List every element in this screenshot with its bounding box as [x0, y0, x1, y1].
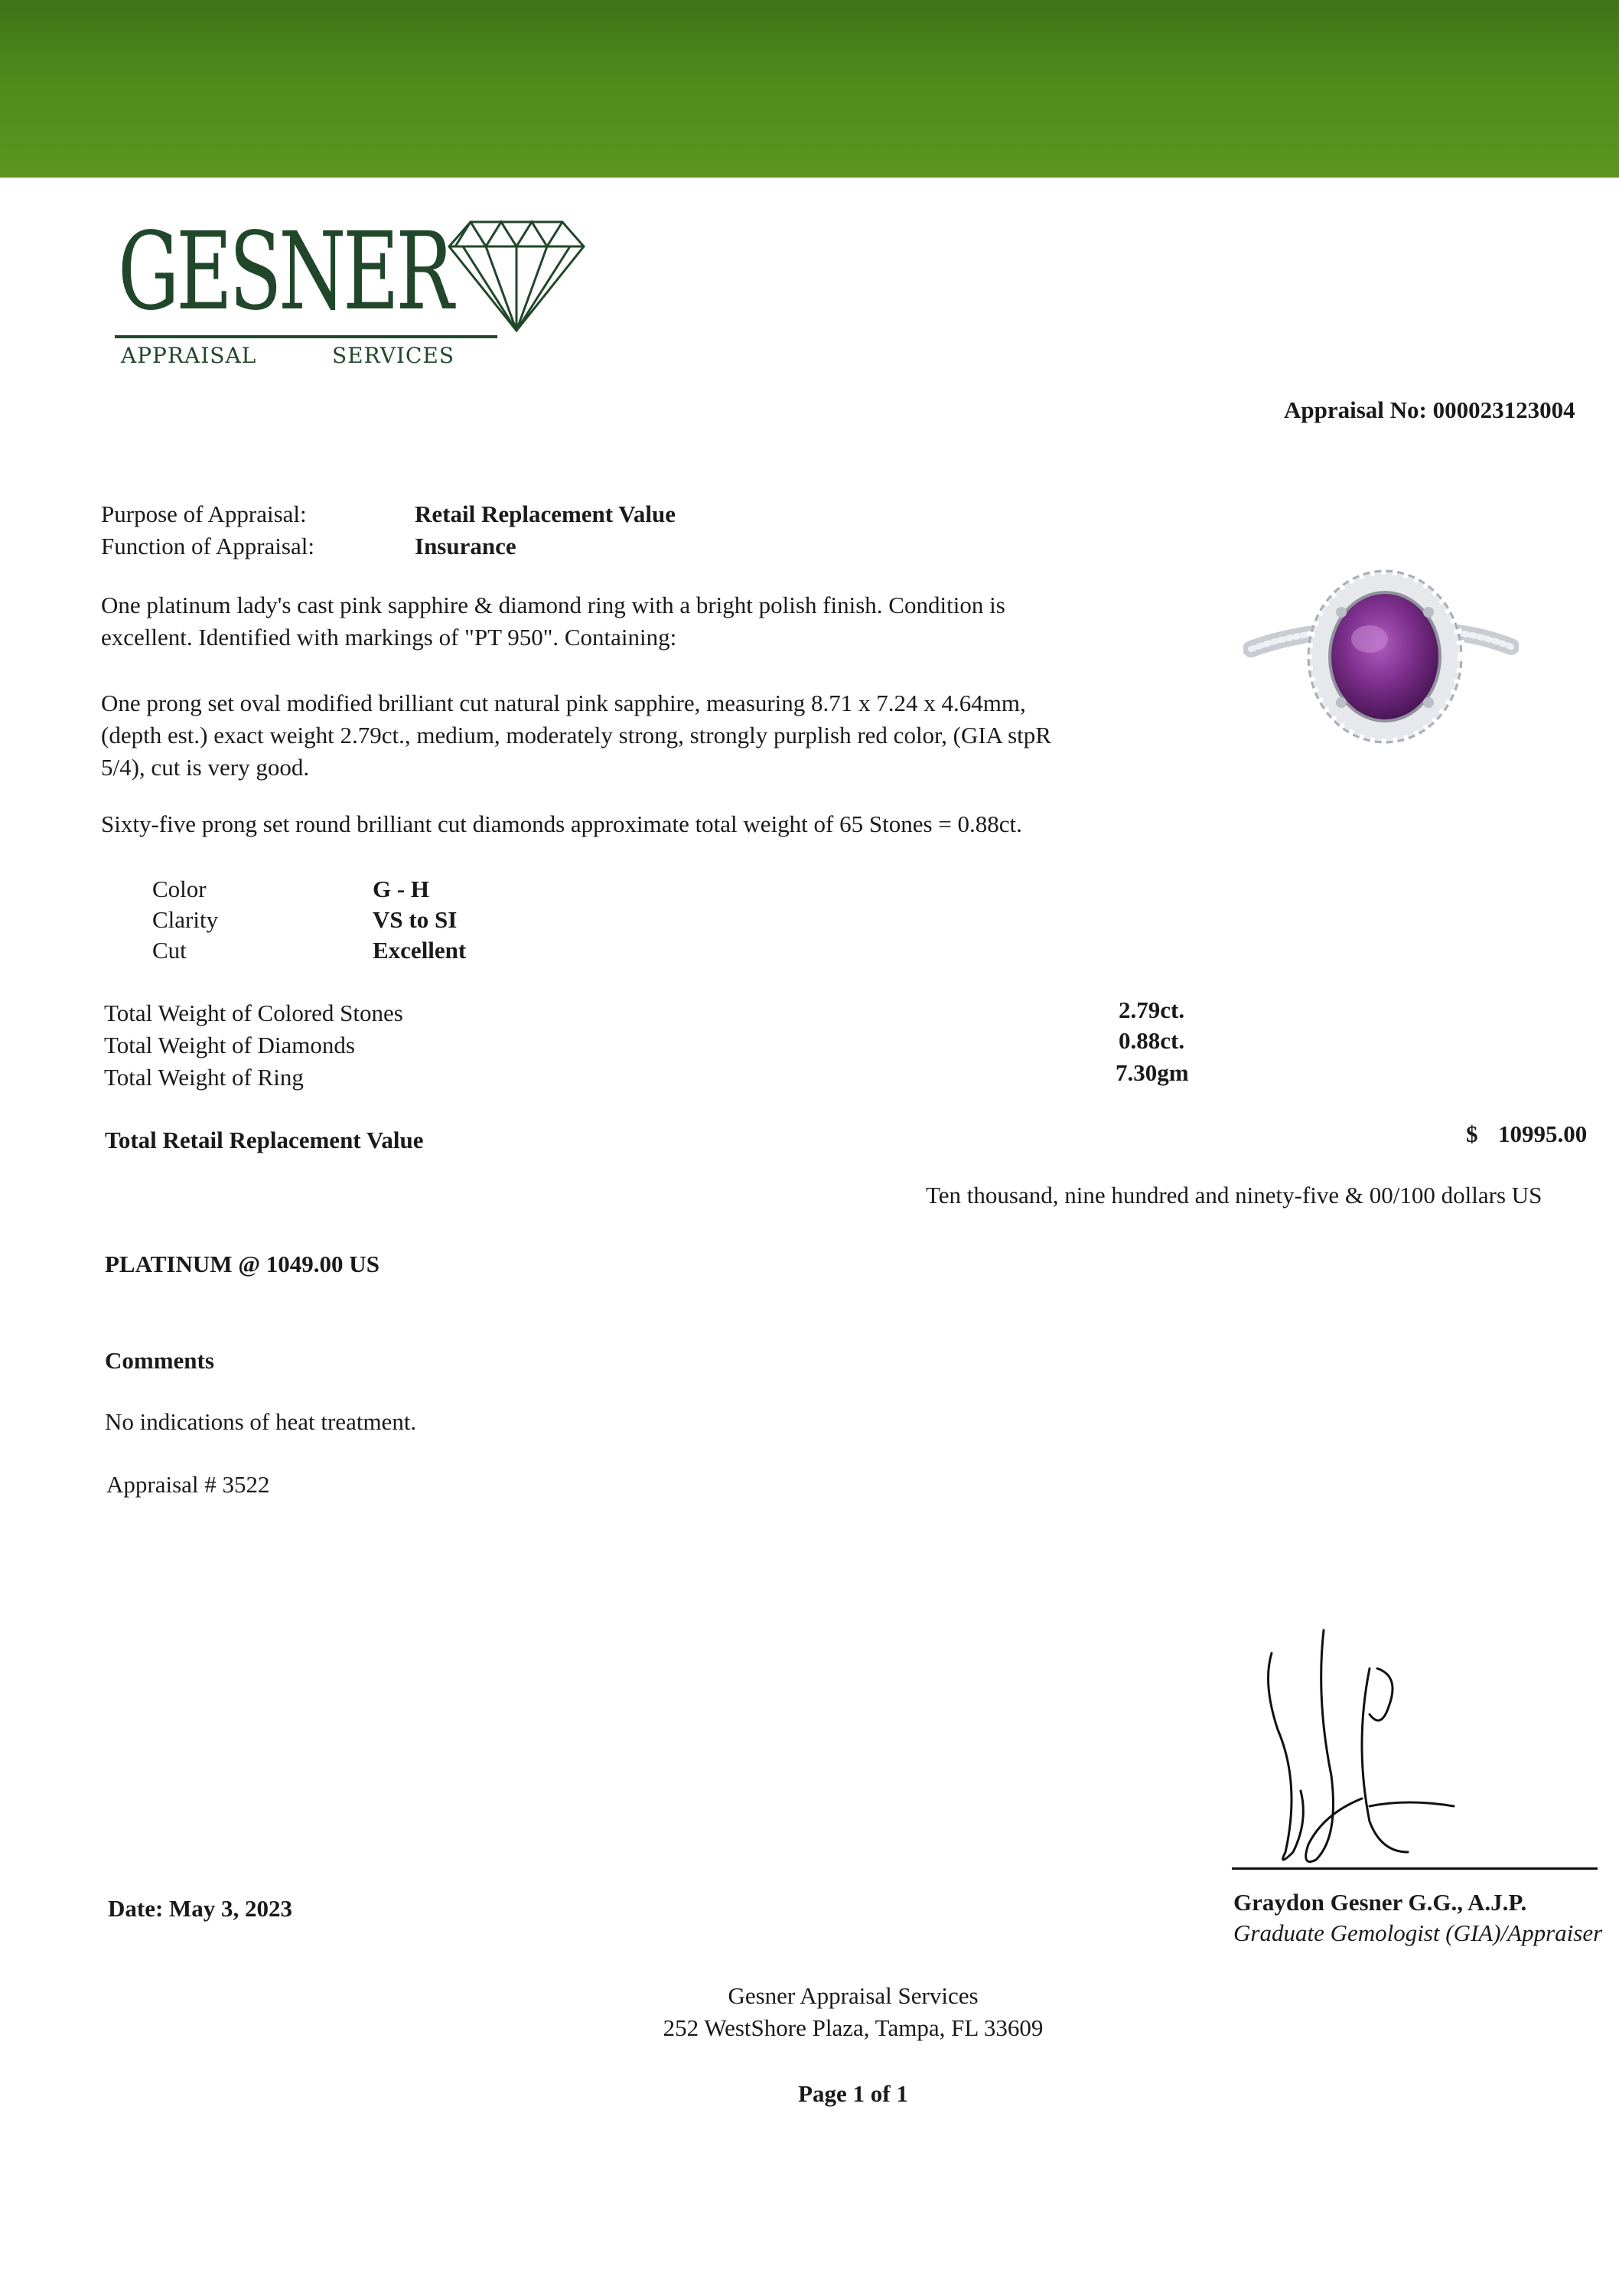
footer-company: Gesner Appraisal Services [728, 1982, 979, 2009]
page-number: Page 1 of 1 [798, 2080, 908, 2107]
appraisal-date: Date: May 3, 2023 [108, 1895, 293, 1922]
total-value-label: Total Retail Replacement Value [105, 1127, 424, 1153]
total-amount: 10995.00 [1498, 1120, 1588, 1147]
signature [1255, 1623, 1469, 1875]
logo-wordmark: GESNER [118, 210, 451, 334]
footer-address: 252 WestShore Plaza, Tampa, FL 33609 [663, 2014, 1044, 2041]
purpose-value: Retail Replacement Value [415, 501, 676, 527]
appraiser-name: Graydon Gesner G.G., A.J.P. [1233, 1889, 1527, 1916]
weight-value: 2.79ct. [1119, 996, 1185, 1023]
function-value: Insurance [415, 533, 516, 559]
diamond-icon [448, 219, 585, 334]
appraiser-title: Graduate Gemologist (GIA)/Appraiser [1233, 1919, 1603, 1946]
signature-line [1232, 1867, 1598, 1870]
grade-label: Clarity [152, 906, 219, 933]
platinum-price: PLATINUM @ 1049.00 US [105, 1251, 380, 1277]
sapphire-description: One prong set oval modified brilliant cut natural pink sapphire, measuring 8.71 x 7.24 x 4.64mm, (depth est.) exact weight 2.79ct., medium, moderately strong, strongly purplish red color, (GIA stpR 5/4), cut is very good. [101, 690, 1051, 781]
company-logo [115, 210, 604, 390]
grade-value: Excellent [373, 937, 467, 964]
appraisal-number: Appraisal No: 000023123004 [1284, 396, 1575, 423]
grade-label: Color [152, 876, 207, 902]
ring-image [1243, 566, 1519, 773]
grade-value: VS to SI [373, 906, 458, 933]
purpose-label: Purpose of Appraisal: [101, 501, 307, 527]
total-currency: $ [1466, 1120, 1478, 1147]
weight-value: 7.30gm [1116, 1059, 1189, 1086]
comments-text: No indications of heat treatment. [105, 1408, 417, 1435]
comments-heading: Comments [105, 1347, 214, 1374]
diamonds-description: Sixty-five prong set round brilliant cut diamonds approximate total weight of 65 Stones = 0.88ct. [101, 810, 1022, 837]
weight-value: 0.88ct. [1119, 1027, 1185, 1054]
weight-label: Total Weight of Ring [104, 1064, 304, 1091]
grade-value: G - H [373, 876, 430, 902]
total-in-words: Ten thousand, nine hundred and ninety-five & 00/100 dollars US [926, 1182, 1542, 1208]
logo-subtitle-right: SERVICES [332, 343, 455, 368]
weight-label: Total Weight of Colored Stones [104, 1000, 403, 1026]
weight-label: Total Weight of Diamonds [104, 1032, 355, 1058]
logo-subtitle-left: APPRAISAL [121, 343, 257, 368]
logo-underline [115, 335, 497, 338]
appraisal-reference: Appraisal # 3522 [106, 1471, 270, 1498]
header-banner [0, 0, 1619, 178]
ring-description: One platinum lady's cast pink sapphire & diamond ring with a bright polish finish. Condition is excellent. Identified with markings of "PT 950". Containing: [101, 592, 1005, 651]
function-label: Function of Appraisal: [101, 533, 314, 559]
grade-label: Cut [152, 937, 187, 964]
